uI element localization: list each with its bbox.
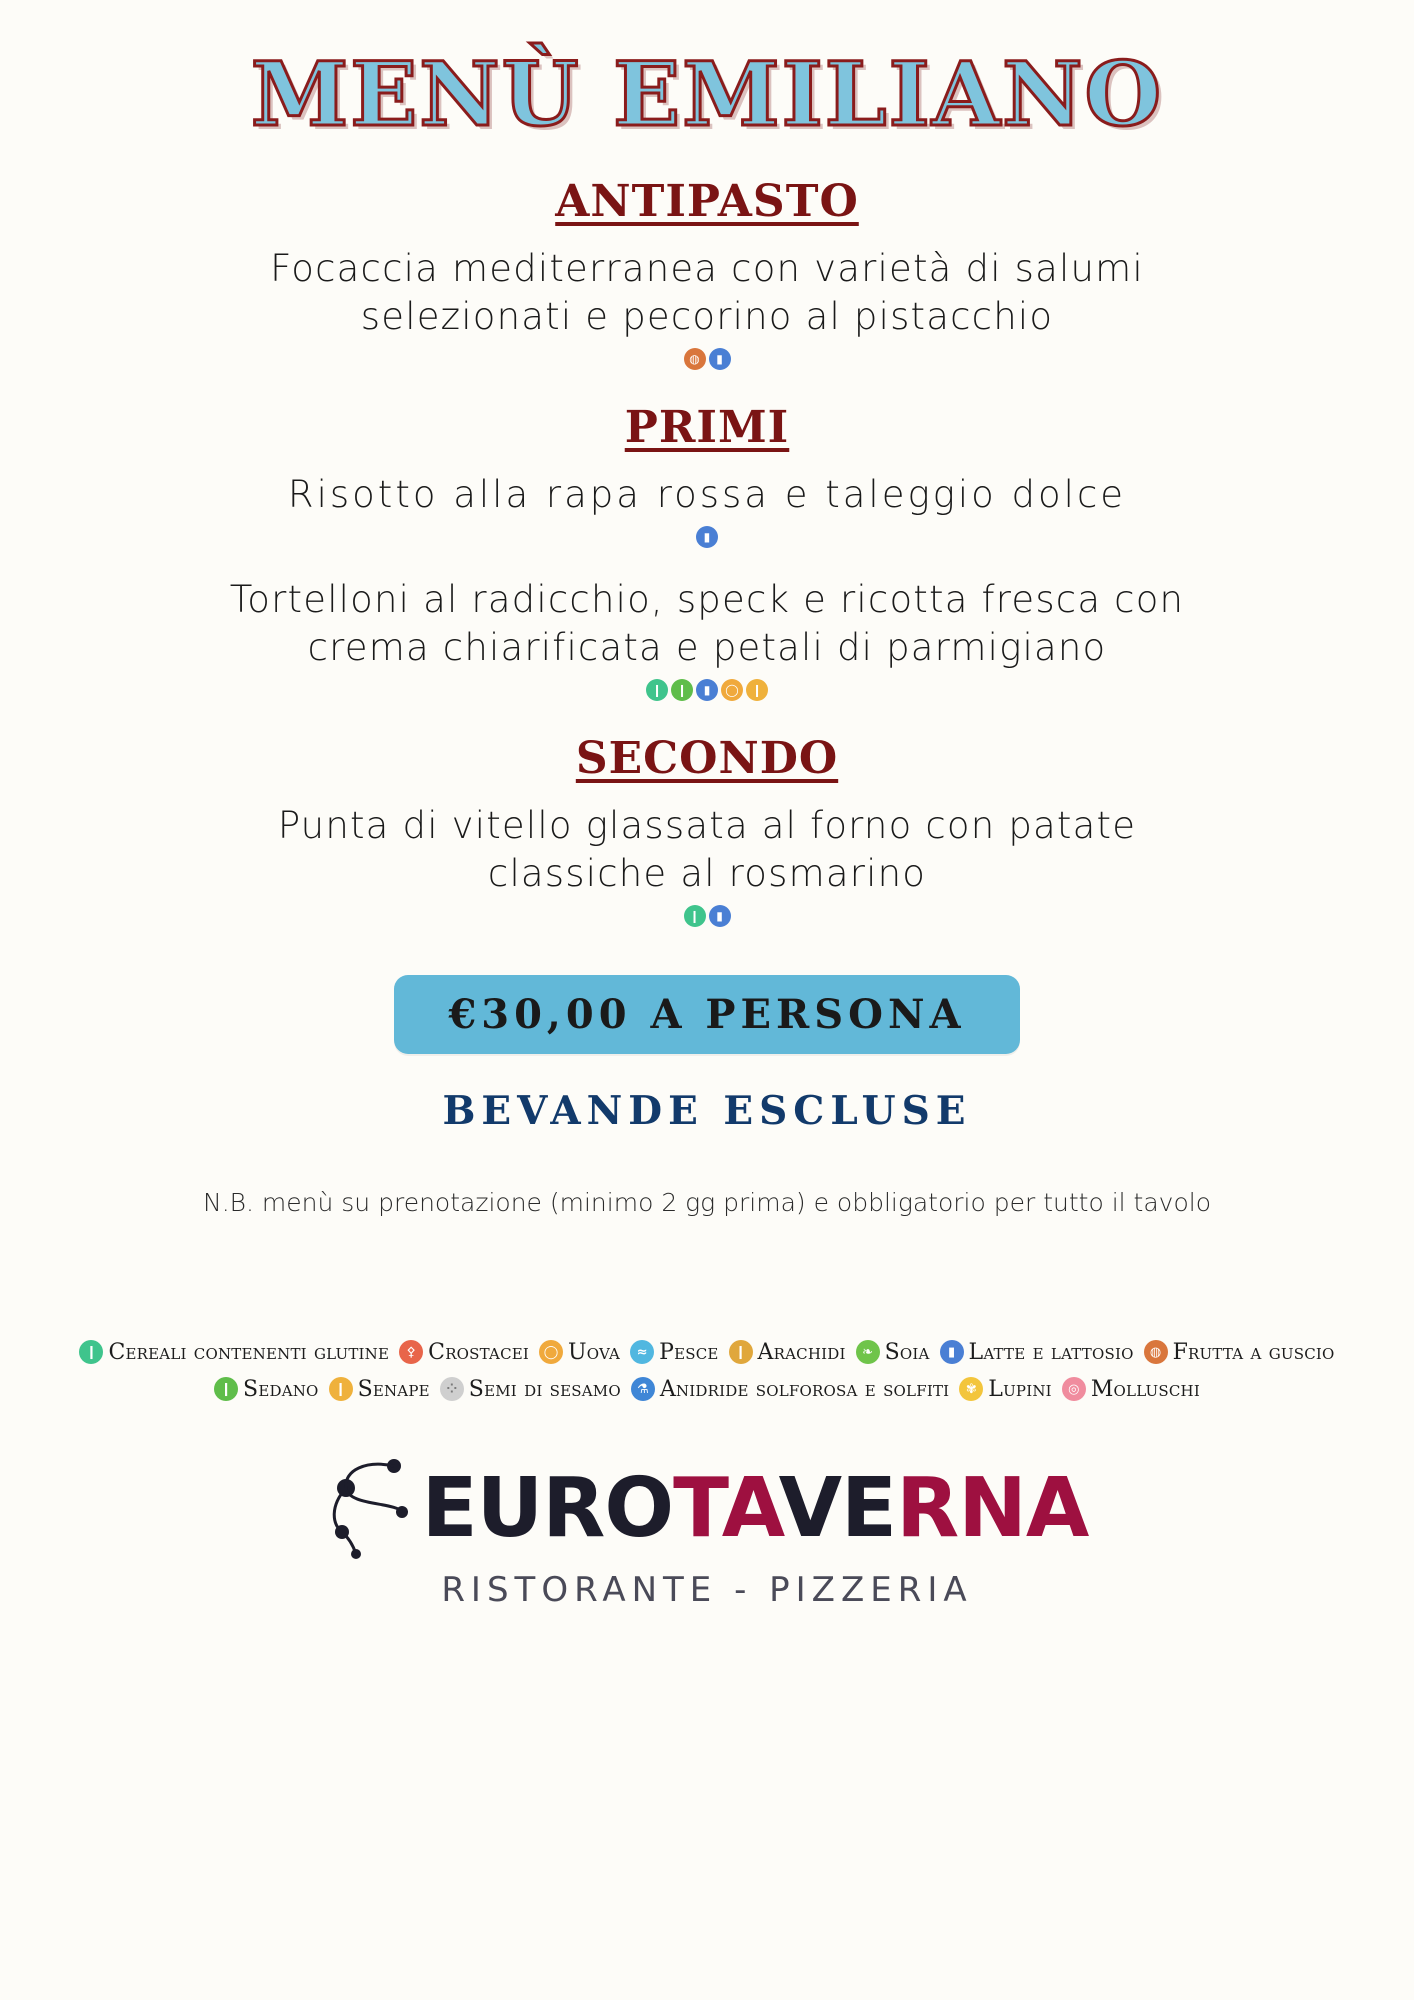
glutine-icon: ❙ <box>684 905 706 927</box>
legend-label: Cereali contenenti glutine <box>108 1339 390 1365</box>
latte-icon: ▮ <box>709 348 731 370</box>
dish-item <box>288 471 1126 548</box>
drinks-excluded-note: BEVANDE ESCLUSE <box>442 1087 972 1134</box>
soia-icon: ❧ <box>856 1340 880 1364</box>
restaurant-logo <box>326 1454 1089 1610</box>
section-heading-primi: PRIMI <box>624 402 790 454</box>
legend-label: Semi di sesamo <box>468 1376 621 1402</box>
legend-item <box>214 1377 319 1402</box>
legend-item <box>631 1377 949 1402</box>
allergen-legend <box>60 1340 1354 1414</box>
arachidi-icon: ❙ <box>729 1340 753 1364</box>
legend-item <box>1062 1377 1200 1402</box>
crostacei-icon: ⚴ <box>399 1340 423 1364</box>
solfiti-icon: ⚗ <box>631 1377 655 1401</box>
pesce-icon: ≈ <box>630 1340 654 1364</box>
dish-item <box>187 576 1227 701</box>
legend-item <box>940 1340 1134 1365</box>
frutta-a-guscio-icon: ◍ <box>684 348 706 370</box>
allergen-row <box>187 905 1227 927</box>
dish-name: Tortelloni al radicchio, speck e ricotta fresca con crema chiarificata e petali di parmigiano <box>229 578 1185 669</box>
logo-part-4: RNA <box>896 1460 1089 1556</box>
legend-label: Crostacei <box>428 1339 530 1365</box>
logo-part-1: EURO <box>421 1460 674 1556</box>
frutta-a-guscio-icon: ◍ <box>1144 1340 1168 1364</box>
dish-item <box>187 802 1227 927</box>
senape-icon: ❙ <box>746 679 768 701</box>
allergen-legend-line-1 <box>60 1340 1354 1365</box>
dish-name: Punta di vitello glassata al forno con patate classiche al rosmarino <box>277 804 1137 895</box>
legend-item <box>539 1340 620 1365</box>
legend-label: Uova <box>568 1339 621 1365</box>
latte-icon: ▮ <box>940 1340 964 1364</box>
legend-label: Latte e lattosio <box>968 1339 1134 1365</box>
legend-label: Arachidi <box>757 1339 846 1365</box>
legend-label: Sedano <box>243 1376 319 1402</box>
uova-icon: ◯ <box>539 1340 563 1364</box>
legend-label: Anidride solforosa e solfiti <box>659 1376 950 1402</box>
legend-label: Molluschi <box>1090 1376 1200 1402</box>
latte-icon: ▮ <box>709 905 731 927</box>
section-heading-secondo: SECONDO <box>575 733 839 785</box>
allergen-row <box>187 679 1227 701</box>
price-badge: €30,00 A PERSONA <box>394 975 1019 1054</box>
sesamo-icon: ⁘ <box>440 1377 464 1401</box>
sedano-icon: ❙ <box>671 679 693 701</box>
legend-label: Lupini <box>988 1376 1052 1402</box>
legend-label: Soia <box>884 1339 930 1365</box>
dish-name: Risotto alla rapa rossa e taleggio dolce <box>287 473 1127 517</box>
legend-item <box>630 1340 718 1365</box>
allergen-row <box>288 526 1126 548</box>
glutine-icon: ❙ <box>79 1340 103 1364</box>
legend-label: Pesce <box>659 1339 719 1365</box>
dish-name: Focaccia mediterranea con varietà di salumi selezionati e pecorino al pistacchio <box>270 247 1144 338</box>
logo-part-3: VE <box>778 1460 897 1556</box>
dish-item <box>187 245 1227 370</box>
uova-icon: ◯ <box>721 679 743 701</box>
latte-icon: ▮ <box>696 526 718 548</box>
logo-wordmark <box>421 1460 1089 1556</box>
legend-item <box>959 1377 1052 1402</box>
legend-item <box>329 1377 430 1402</box>
lupini-icon: ✾ <box>959 1377 983 1401</box>
logo-main <box>326 1454 1089 1564</box>
senape-icon: ❙ <box>329 1377 353 1401</box>
allergen-legend-line-2 <box>60 1377 1354 1402</box>
legend-item <box>856 1340 930 1365</box>
logo-part-2: TA <box>673 1460 779 1556</box>
allergen-row <box>187 348 1227 370</box>
molluschi-icon: ◎ <box>1062 1377 1086 1401</box>
page-title: MENÙ EMILIANO <box>250 42 1164 146</box>
logo-subtitle: RISTORANTE - PIZZERIA <box>441 1569 973 1610</box>
legend-item <box>1144 1340 1335 1365</box>
latte-icon: ▮ <box>696 679 718 701</box>
legend-label: Senape <box>357 1376 430 1402</box>
legend-item <box>729 1340 846 1365</box>
legend-item <box>399 1340 529 1365</box>
legend-item <box>79 1340 389 1365</box>
glutine-icon: ❙ <box>646 679 668 701</box>
legend-item <box>440 1377 621 1402</box>
legend-label: Frutta a guscio <box>1172 1339 1335 1365</box>
logo-constellation-icon <box>326 1454 416 1564</box>
section-heading-antipasto: ANTIPASTO <box>555 176 859 228</box>
reservation-note: N.B. menù su prenotazione (minimo 2 gg prima) e obbligatorio per tutto il tavolo <box>203 1187 1211 1217</box>
sedano-icon: ❙ <box>214 1377 238 1401</box>
